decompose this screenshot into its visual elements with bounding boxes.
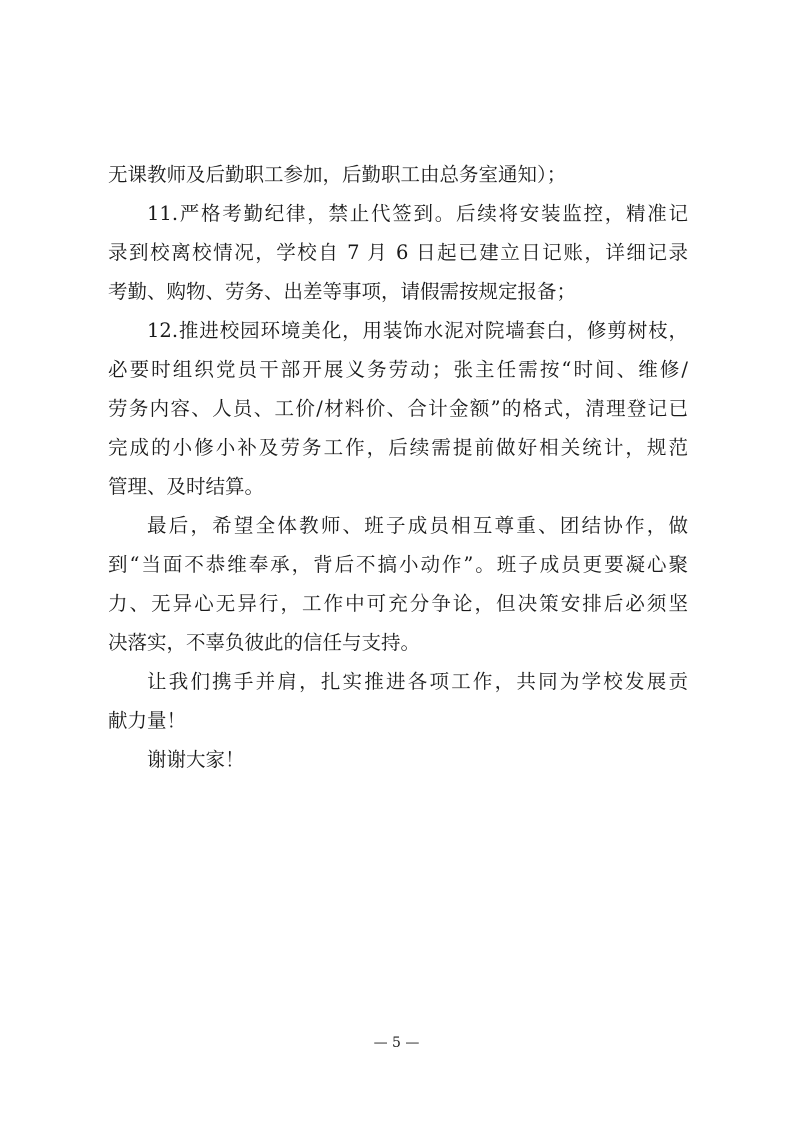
paragraph-line: 献力量！ xyxy=(108,709,187,732)
paragraph-line: 12.推进校园环境美化，用装饰水泥对院墙套白，修剪树枝， xyxy=(147,319,688,342)
paragraph-line: 录到校离校情况，学校自 7 月 6 日起已建立日记账，详细记录 xyxy=(108,241,688,264)
paragraph-line: 考勤、购物、劳务、出差等事项，请假需按规定报备； xyxy=(108,280,577,303)
paragraph-line: 管理、及时结算。 xyxy=(108,475,265,498)
paragraph-line: 劳务内容、人员、工价/材料价、合计金额”的格式，清理登记已 xyxy=(108,397,688,420)
paragraph-line: 必要时组织党员干部开展义务劳动；张主任需按“时间、维修/ xyxy=(108,358,688,381)
paragraph-line: 谢谢大家！ xyxy=(147,748,245,771)
paragraph-line: 最后，希望全体教师、班子成员相互尊重、团结协作，做 xyxy=(147,514,688,537)
paragraph-line: 11.严格考勤纪律，禁止代签到。后续将安装监控，精准记 xyxy=(147,202,688,225)
paragraph-line: 完成的小修小补及劳务工作，后续需提前做好相关统计，规范 xyxy=(108,436,688,459)
paragraph-line: 到“当面不恭维奉承，背后不搞小动作”。班子成员更要凝心聚 xyxy=(108,553,688,576)
page-number: — 5 — xyxy=(373,1035,420,1051)
paragraph-line: 无课教师及后勤职工参加，后勤职工由总务室通知）； xyxy=(108,163,567,186)
paragraph-line: 决落实，不辜负彼此的信任与支持。 xyxy=(108,631,421,654)
paragraph-line: 让我们携手并肩，扎实推进各项工作，共同为学校发展贡 xyxy=(147,670,688,693)
paragraph-line: 力、无异心无异行，工作中可充分争论，但决策安排后必须坚 xyxy=(108,592,688,615)
